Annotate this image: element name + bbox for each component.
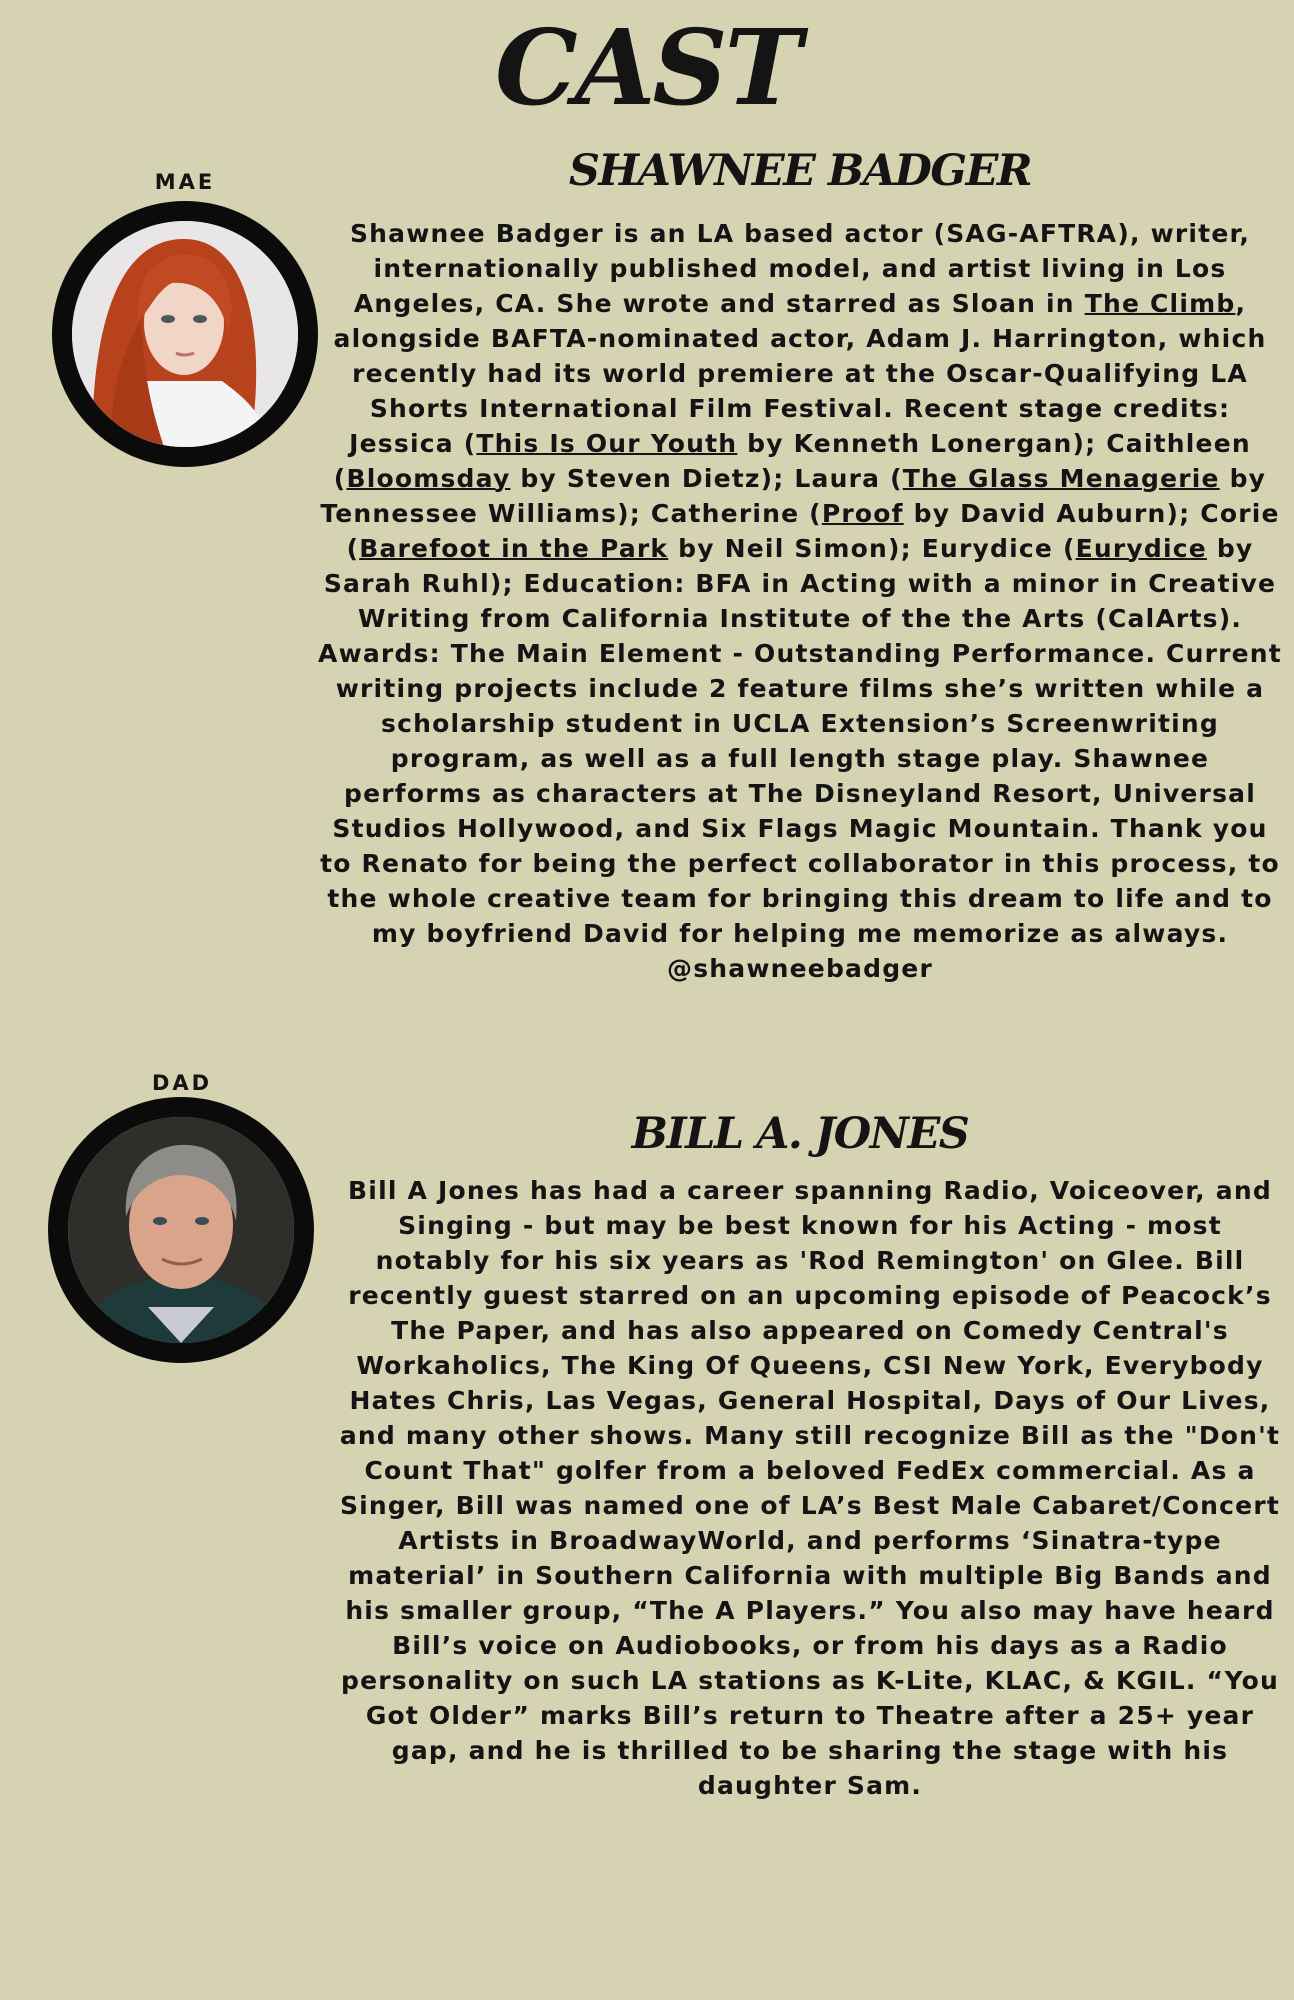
- work-title-the-climb: The Climb: [1084, 289, 1236, 318]
- bio-text: by Steven Dietz); Laura (: [510, 464, 903, 493]
- bio-text: by Neil Simon); Eurydice (: [668, 534, 1076, 563]
- bio-text: Shawnee Badger is an LA based actor (SAG-AFTRA), writer, internationally published model, and artist living in Los Angeles, CA. She wrote and starred as Sloan in: [349, 219, 1251, 318]
- portrait-gray-hair-man: [68, 1117, 294, 1343]
- headshot-photo-bill: [48, 1097, 314, 1363]
- portrait-red-hair-woman: [72, 221, 298, 447]
- role-label-mae: MAE: [154, 170, 216, 194]
- headshot-photo-shawnee: [52, 201, 318, 467]
- page-title: CAST: [495, 6, 799, 129]
- role-label-dad: DAD: [151, 1071, 213, 1095]
- bio-text: , alongside BAFTA-nominated actor, Adam J. Harrington, which recently had its world premiere at the Oscar-Qualifying LA Shorts International Film Festival. Recent stage credits: Jessica (: [333, 289, 1267, 458]
- work-title-the-glass-menagerie: The Glass Menagerie: [902, 464, 1220, 493]
- work-title-eurydice: Eurydice: [1075, 534, 1207, 563]
- work-title-this-is-our-youth: This Is Our Youth: [476, 429, 738, 458]
- bio-text: by Kenneth Lonergan); Caithleen (: [333, 429, 1251, 493]
- bio-text: by David Auburn); Corie (: [346, 499, 1280, 563]
- actor-name-bill-a-jones: BILL A. JONES: [631, 1109, 969, 1159]
- bio-bill-a-jones: [336, 1173, 1284, 1803]
- actor-name-shawnee-badger: SHAWNEE BADGER: [568, 146, 1032, 196]
- work-title-bloomsday: Bloomsday: [346, 464, 511, 493]
- bio-text: by Sarah Ruhl); Education: BFA in Acting with a minor in Creative Writing from California Institute of the the Arts (CalArts). Awards: The Main Element - Outstanding Performance. Current writing projects include 2 feature films she’s written while a scholarship student in UCLA Extension’s Screenwriting program, as well as a full length stage play. Shawnee performs as characters at The Disneyland Resort, Universal Studios Hollywood, and Six Flags Magic Mountain. Thank you to Renato for being the perfect collaborator in this process, to the whole creative team for bringing this dream to life and to my boyfriend David for helping me memorize as always. @shawneebadger: [318, 534, 1282, 983]
- work-title-proof: Proof: [821, 499, 904, 528]
- work-title-barefoot-in-the-park: Barefoot in the Park: [359, 534, 669, 563]
- bio-shawnee-badger: [318, 216, 1282, 986]
- bio-text: Bill A Jones has had a career spanning Radio, Voiceover, and Singing - but may be best known for his Acting - most notably for his six years as 'Rod Remington' on Glee. Bill recently guest starred on an upcoming episode of Peacock’s The Paper, and has also appeared on Comedy Central's Workaholics, The King Of Queens, CSI New York, Everybody Hates Chris, Las Vegas, General Hospital, Days of Our Lives, and many other shows. Many still recognize Bill as the "Don't Count That" golfer from a beloved FedEx commercial. As a Singer, Bill was named one of LA’s Best Male Cabaret/Concert Artists in BroadwayWorld, and performs ‘Sinatra-type material’ in Southern California with multiple Big Bands and his smaller group, “The A Players.” You also may have heard Bill’s voice on Audiobooks, or from his days as a Radio personality on such LA stations as K-Lite, KLAC, & KGIL. “You Got Older” marks Bill’s return to Theatre after a 25+ year gap, and he is thrilled to be sharing the stage with his daughter Sam.: [339, 1176, 1281, 1800]
- bio-text: by Tennessee Williams); Catherine (: [320, 464, 1267, 528]
